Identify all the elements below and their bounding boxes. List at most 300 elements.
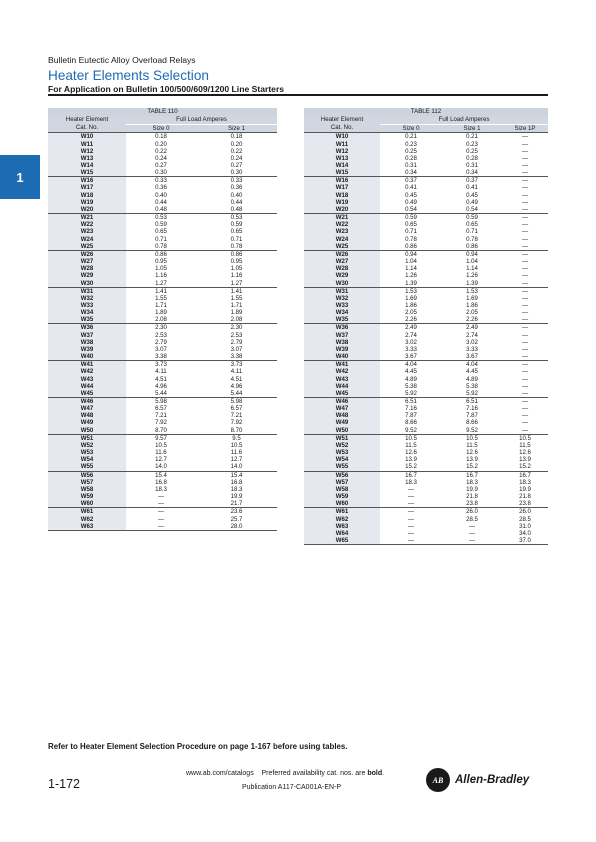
amperes-cell: 4.96 bbox=[155, 382, 167, 390]
amperes-cell: 0.78 bbox=[405, 235, 417, 243]
amperes-cell: 0.94 bbox=[442, 250, 502, 258]
col-header-cat-top: Heater Element bbox=[304, 116, 380, 124]
amperes-cell: 0.45 bbox=[405, 191, 417, 199]
amperes-cell: 11.5 bbox=[466, 441, 478, 449]
cat-no-cell: W59 bbox=[48, 493, 126, 500]
amperes-cell: 4.04 bbox=[442, 361, 502, 369]
cat-no-cell: W53 bbox=[48, 449, 126, 456]
amperes-cell: — bbox=[502, 287, 548, 295]
amperes-cell: — bbox=[521, 412, 529, 420]
table-row bbox=[48, 434, 277, 442]
amperes-cell: 7.92 bbox=[230, 419, 243, 427]
table-row bbox=[48, 221, 277, 228]
table-row bbox=[304, 434, 548, 442]
amperes-cell: 0.78 bbox=[155, 242, 167, 250]
cat-no-cell: W16 bbox=[304, 177, 380, 185]
table-row bbox=[48, 155, 277, 162]
amperes-cell: 0.59 bbox=[380, 214, 442, 222]
amperes-cell: 0.59 bbox=[155, 221, 167, 229]
cat-no-cell: W63 bbox=[48, 523, 126, 531]
amperes-cell: 12.6 bbox=[519, 449, 531, 457]
cat-no-cell: W36 bbox=[304, 324, 380, 332]
amperes-cell: — bbox=[521, 133, 529, 141]
col-header-cat-bottom: Cat. No. bbox=[48, 124, 126, 133]
table-row bbox=[48, 148, 277, 155]
amperes-cell: 9.52 bbox=[466, 426, 478, 434]
ab-seal-icon: AB bbox=[426, 768, 450, 792]
amperes-cell: — bbox=[521, 301, 529, 309]
amperes-cell: 3.73 bbox=[126, 361, 196, 369]
table-row bbox=[304, 192, 548, 199]
table-row bbox=[48, 368, 277, 375]
amperes-cell: — bbox=[521, 221, 529, 229]
cat-no-cell: W25 bbox=[48, 243, 126, 251]
table-row bbox=[48, 405, 277, 412]
amperes-cell: 14.0 bbox=[230, 463, 243, 471]
cat-no-cell: W36 bbox=[48, 324, 126, 332]
cat-no-cell: W35 bbox=[304, 316, 380, 324]
amperes-cell: 1.89 bbox=[155, 309, 167, 317]
amperes-cell: — bbox=[157, 500, 165, 508]
cat-no-cell: W49 bbox=[48, 419, 126, 426]
table-row bbox=[304, 456, 548, 463]
cat-no-cell: W51 bbox=[304, 434, 380, 442]
amperes-cell: 31.0 bbox=[519, 522, 531, 530]
amperes-cell: — bbox=[157, 493, 165, 501]
amperes-cell: 3.67 bbox=[466, 353, 478, 361]
page-title: Heater Elements Selection bbox=[48, 68, 209, 83]
table-row bbox=[304, 302, 548, 309]
amperes-cell: 0.23 bbox=[405, 140, 417, 148]
table-row bbox=[48, 398, 277, 406]
table-row bbox=[304, 516, 548, 523]
amperes-cell: 5.98 bbox=[196, 398, 277, 406]
cat-no-cell: W10 bbox=[48, 133, 126, 141]
cat-no-cell: W24 bbox=[48, 236, 126, 243]
amperes-cell: 28.5 bbox=[519, 515, 531, 523]
amperes-cell: 37.0 bbox=[502, 537, 548, 545]
amperes-cell: — bbox=[521, 338, 529, 346]
amperes-cell: 4.45 bbox=[405, 368, 417, 376]
amperes-cell: 1.41 bbox=[126, 287, 196, 295]
amperes-cell: 0.21 bbox=[466, 133, 478, 141]
table-row bbox=[48, 228, 277, 235]
table-row bbox=[48, 442, 277, 449]
amperes-cell: — bbox=[521, 242, 529, 250]
amperes-cell: 7.87 bbox=[466, 412, 478, 420]
col-header-cat-top: Heater Element bbox=[48, 116, 126, 124]
amperes-cell: 13.9 bbox=[405, 456, 417, 464]
amperes-cell: 0.65 bbox=[466, 221, 478, 229]
cat-no-cell: W46 bbox=[304, 398, 380, 406]
amperes-cell: 10.5 bbox=[502, 434, 548, 442]
cat-no-cell: W11 bbox=[304, 141, 380, 148]
cat-no-cell: W25 bbox=[304, 243, 380, 251]
cat-no-cell: W61 bbox=[48, 508, 126, 516]
amperes-cell: 0.36 bbox=[230, 184, 243, 192]
table-row bbox=[304, 214, 548, 222]
amperes-cell: 5.44 bbox=[155, 389, 167, 397]
table-row bbox=[304, 206, 548, 214]
table-row bbox=[304, 479, 548, 486]
table-row bbox=[304, 361, 548, 369]
amperes-cell: 0.71 bbox=[466, 228, 478, 236]
amperes-cell: 6.51 bbox=[380, 398, 442, 406]
cat-no-cell: W18 bbox=[48, 192, 126, 199]
amperes-cell: 12.6 bbox=[466, 449, 478, 457]
table-row bbox=[48, 376, 277, 383]
fla-header: Full Load Amperes bbox=[380, 116, 548, 124]
cat-no-cell: W56 bbox=[48, 471, 126, 479]
amperes-cell: — bbox=[502, 214, 548, 222]
amperes-cell: 3.38 bbox=[230, 353, 243, 361]
amperes-cell: 2.08 bbox=[155, 316, 167, 324]
table-row bbox=[304, 272, 548, 279]
amperes-cell: 5.44 bbox=[230, 389, 243, 397]
cat-no-cell: W34 bbox=[304, 309, 380, 316]
amperes-cell: 2.30 bbox=[196, 324, 277, 332]
amperes-cell: 7.16 bbox=[466, 405, 478, 413]
cat-no-cell: W61 bbox=[304, 508, 380, 516]
amperes-cell: — bbox=[521, 294, 529, 302]
amperes-cell: 16.8 bbox=[230, 478, 243, 486]
cat-no-cell: W54 bbox=[48, 456, 126, 463]
amperes-cell: — bbox=[521, 405, 529, 413]
table-row bbox=[48, 192, 277, 199]
cat-no-cell: W19 bbox=[304, 199, 380, 206]
amperes-cell: 3.33 bbox=[466, 345, 478, 353]
amperes-cell: 1.04 bbox=[466, 258, 478, 266]
amperes-cell: — bbox=[521, 345, 529, 353]
table-row bbox=[304, 155, 548, 162]
amperes-cell: 19.9 bbox=[466, 485, 478, 493]
amperes-cell: 1.26 bbox=[405, 272, 417, 280]
amperes-cell: 16.7 bbox=[502, 471, 548, 479]
cat-no-cell: W43 bbox=[48, 376, 126, 383]
amperes-cell: 0.86 bbox=[126, 250, 196, 258]
size-header: Size 1P bbox=[502, 124, 548, 133]
amperes-cell: — bbox=[407, 500, 415, 508]
amperes-cell: 23.8 bbox=[466, 500, 478, 508]
amperes-cell: 8.70 bbox=[155, 426, 167, 434]
amperes-cell: 2.26 bbox=[466, 316, 478, 324]
cat-no-cell: W47 bbox=[48, 405, 126, 412]
size-header: Size 0 bbox=[126, 124, 196, 133]
amperes-cell: 0.23 bbox=[466, 140, 478, 148]
table-row bbox=[48, 287, 277, 295]
publication-number: Publication A117-CA001A-EN-P bbox=[242, 784, 342, 791]
table-112 bbox=[304, 108, 548, 545]
amperes-cell: 7.87 bbox=[405, 412, 417, 420]
amperes-cell: 23.8 bbox=[519, 500, 531, 508]
cat-no-cell: W41 bbox=[48, 361, 126, 369]
amperes-cell: 26.0 bbox=[502, 508, 548, 516]
amperes-cell: — bbox=[521, 198, 529, 206]
cat-no-cell: W55 bbox=[48, 463, 126, 471]
amperes-cell: 1.71 bbox=[155, 301, 167, 309]
amperes-cell: 2.79 bbox=[155, 338, 167, 346]
amperes-cell: 0.44 bbox=[155, 198, 167, 206]
amperes-cell: 15.4 bbox=[126, 471, 196, 479]
amperes-cell: 1.69 bbox=[466, 294, 478, 302]
cat-no-cell: W53 bbox=[304, 449, 380, 456]
cat-no-cell: W22 bbox=[304, 221, 380, 228]
amperes-cell: 0.86 bbox=[466, 242, 478, 250]
amperes-cell: 16.7 bbox=[442, 471, 502, 479]
amperes-cell: 0.48 bbox=[230, 205, 243, 213]
amperes-cell: 15.4 bbox=[196, 471, 277, 479]
amperes-cell: 15.2 bbox=[519, 463, 531, 471]
amperes-cell: 0.27 bbox=[155, 162, 167, 170]
amperes-cell: — bbox=[521, 382, 529, 390]
amperes-cell: 0.36 bbox=[155, 184, 167, 192]
cat-no-cell: W39 bbox=[304, 346, 380, 353]
table-row bbox=[304, 412, 548, 419]
amperes-cell: 4.89 bbox=[405, 375, 417, 383]
amperes-cell: 0.34 bbox=[405, 169, 417, 177]
amperes-cell: — bbox=[502, 324, 548, 332]
cat-no-cell: W29 bbox=[48, 272, 126, 279]
amperes-cell: 0.24 bbox=[155, 154, 167, 162]
cat-no-cell: W44 bbox=[304, 383, 380, 390]
table-row bbox=[48, 258, 277, 265]
amperes-cell: 5.98 bbox=[126, 398, 196, 406]
table-row bbox=[304, 332, 548, 339]
table-row bbox=[48, 324, 277, 332]
cat-no-cell: W54 bbox=[304, 456, 380, 463]
amperes-cell: 0.20 bbox=[155, 140, 167, 148]
table-row bbox=[304, 265, 548, 272]
amperes-cell: 12.7 bbox=[230, 456, 243, 464]
amperes-cell: 2.08 bbox=[230, 316, 243, 324]
table-row bbox=[304, 258, 548, 265]
amperes-cell: 3.67 bbox=[405, 353, 417, 361]
amperes-cell: 0.22 bbox=[230, 147, 243, 155]
cat-no-cell: W37 bbox=[304, 332, 380, 339]
table-row bbox=[48, 316, 277, 324]
page-number: 1-172 bbox=[48, 777, 80, 791]
cat-no-cell: W32 bbox=[48, 295, 126, 302]
cat-no-cell: W23 bbox=[48, 228, 126, 235]
cat-no-cell: W45 bbox=[304, 390, 380, 398]
amperes-cell: 1.55 bbox=[230, 294, 243, 302]
amperes-cell: 3.02 bbox=[466, 338, 478, 346]
amperes-cell: 0.18 bbox=[155, 133, 167, 141]
table-row bbox=[304, 508, 548, 516]
fla-header: Full Load Amperes bbox=[126, 116, 277, 124]
amperes-cell: — bbox=[521, 353, 529, 361]
amperes-cell: 0.59 bbox=[230, 221, 243, 229]
amperes-cell: — bbox=[468, 529, 476, 537]
amperes-cell: 5.38 bbox=[405, 382, 417, 390]
amperes-cell: — bbox=[521, 389, 529, 397]
amperes-cell: — bbox=[521, 426, 529, 434]
cat-no-cell: W14 bbox=[48, 162, 126, 169]
table-row bbox=[48, 361, 277, 369]
cat-no-cell: W24 bbox=[304, 236, 380, 243]
amperes-cell: 28.5 bbox=[466, 515, 478, 523]
cat-no-cell: W33 bbox=[48, 302, 126, 309]
table-row bbox=[304, 537, 548, 545]
amperes-cell: 0.78 bbox=[466, 235, 478, 243]
amperes-cell: 11.5 bbox=[519, 441, 531, 449]
cat-no-cell: W42 bbox=[304, 368, 380, 375]
size-header: Size 1 bbox=[196, 124, 277, 133]
table-row bbox=[48, 169, 277, 177]
amperes-cell: 9.57 bbox=[126, 434, 196, 442]
amperes-cell: 3.07 bbox=[155, 345, 167, 353]
cat-no-cell: W42 bbox=[48, 368, 126, 375]
table-row bbox=[304, 236, 548, 243]
amperes-cell: 18.3 bbox=[230, 485, 243, 493]
amperes-cell: 0.49 bbox=[466, 198, 478, 206]
amperes-cell: — bbox=[521, 184, 529, 192]
cat-no-cell: W58 bbox=[48, 486, 126, 493]
amperes-cell: 0.20 bbox=[230, 140, 243, 148]
amperes-cell: — bbox=[521, 162, 529, 170]
cat-no-cell: W45 bbox=[48, 390, 126, 398]
amperes-cell: — bbox=[521, 265, 529, 273]
amperes-cell: 16.8 bbox=[155, 478, 167, 486]
amperes-cell: 11.5 bbox=[405, 441, 417, 449]
cat-no-cell: W33 bbox=[304, 302, 380, 309]
amperes-cell: — bbox=[521, 309, 529, 317]
cat-no-cell: W48 bbox=[48, 412, 126, 419]
amperes-cell: 4.96 bbox=[230, 382, 243, 390]
amperes-cell: 1.27 bbox=[155, 279, 167, 287]
table-row bbox=[304, 530, 548, 537]
amperes-cell: — bbox=[407, 515, 415, 523]
amperes-cell: 0.40 bbox=[155, 191, 167, 199]
amperes-cell: 7.16 bbox=[405, 405, 417, 413]
amperes-cell: 0.34 bbox=[466, 169, 478, 177]
table-row bbox=[304, 449, 548, 456]
cat-no-cell: W32 bbox=[304, 295, 380, 302]
cat-no-cell: W14 bbox=[304, 162, 380, 169]
cat-no-cell: W39 bbox=[48, 346, 126, 353]
amperes-cell: — bbox=[442, 537, 502, 545]
amperes-cell: 0.41 bbox=[466, 184, 478, 192]
amperes-cell: 0.37 bbox=[442, 177, 502, 185]
table-row bbox=[48, 250, 277, 258]
amperes-cell: — bbox=[521, 272, 529, 280]
amperes-cell: 0.31 bbox=[405, 162, 417, 170]
cat-no-cell: W26 bbox=[48, 250, 126, 258]
table-row bbox=[304, 353, 548, 361]
table-row bbox=[48, 383, 277, 390]
table-row bbox=[48, 427, 277, 435]
table-row bbox=[48, 265, 277, 272]
amperes-cell: 0.33 bbox=[196, 177, 277, 185]
amperes-cell: 0.65 bbox=[155, 228, 167, 236]
amperes-cell: 19.9 bbox=[230, 493, 243, 501]
amperes-cell: — bbox=[521, 191, 529, 199]
amperes-cell: 0.94 bbox=[380, 250, 442, 258]
amperes-cell: 2.26 bbox=[405, 316, 417, 324]
table-row bbox=[304, 162, 548, 169]
table-title: TABLE 112 bbox=[304, 108, 548, 116]
amperes-cell: 7.21 bbox=[230, 412, 243, 420]
amperes-cell: — bbox=[380, 537, 442, 545]
cat-no-cell: W28 bbox=[48, 265, 126, 272]
amperes-cell: 6.51 bbox=[442, 398, 502, 406]
amperes-cell: 0.44 bbox=[230, 198, 243, 206]
cat-no-cell: W50 bbox=[304, 427, 380, 435]
cat-no-cell: W43 bbox=[304, 376, 380, 383]
cat-no-cell: W57 bbox=[48, 479, 126, 486]
amperes-cell: — bbox=[521, 147, 529, 155]
cat-no-cell: W20 bbox=[48, 206, 126, 214]
amperes-cell: — bbox=[521, 316, 529, 324]
table-row bbox=[304, 339, 548, 346]
amperes-cell: — bbox=[502, 177, 548, 185]
amperes-cell: 1.26 bbox=[466, 272, 478, 280]
amperes-cell: — bbox=[521, 279, 529, 287]
header-rule bbox=[48, 94, 548, 96]
table-row bbox=[304, 398, 548, 406]
cat-no-cell: W38 bbox=[48, 339, 126, 346]
table-title: TABLE 110 bbox=[48, 108, 277, 116]
amperes-cell: — bbox=[468, 522, 476, 530]
cat-no-cell: W18 bbox=[304, 192, 380, 199]
table-row bbox=[48, 523, 277, 531]
amperes-cell: 16.7 bbox=[380, 471, 442, 479]
amperes-cell: 1.53 bbox=[380, 287, 442, 295]
amperes-cell: 18.3 bbox=[466, 478, 478, 486]
amperes-cell: — bbox=[502, 361, 548, 369]
amperes-cell: 8.66 bbox=[405, 419, 417, 427]
cat-no-cell: W62 bbox=[48, 516, 126, 523]
amperes-cell: 23.6 bbox=[196, 508, 277, 516]
table-row bbox=[304, 442, 548, 449]
table-row bbox=[48, 486, 277, 493]
cat-no-cell: W17 bbox=[304, 184, 380, 191]
amperes-cell: — bbox=[521, 235, 529, 243]
table-row bbox=[48, 295, 277, 302]
cat-no-cell: W11 bbox=[48, 141, 126, 148]
cat-no-cell: W40 bbox=[48, 353, 126, 361]
table-row bbox=[48, 302, 277, 309]
table-row bbox=[304, 133, 548, 141]
amperes-cell: 0.95 bbox=[230, 258, 243, 266]
amperes-cell: 1.55 bbox=[155, 294, 167, 302]
amperes-cell: 3.38 bbox=[155, 353, 167, 361]
table-row bbox=[304, 500, 548, 508]
cat-no-cell: W37 bbox=[48, 332, 126, 339]
amperes-cell: 26.0 bbox=[442, 508, 502, 516]
table-row bbox=[304, 427, 548, 435]
table-row bbox=[48, 339, 277, 346]
amperes-cell: 0.21 bbox=[405, 133, 417, 141]
cat-no-cell: W19 bbox=[48, 199, 126, 206]
amperes-cell: 1.41 bbox=[196, 287, 277, 295]
table-row bbox=[48, 309, 277, 316]
amperes-cell: 1.89 bbox=[230, 309, 243, 317]
amperes-cell: 0.18 bbox=[230, 133, 243, 141]
cat-no-cell: W31 bbox=[48, 287, 126, 295]
table-row bbox=[48, 493, 277, 500]
amperes-cell: 3.07 bbox=[230, 345, 243, 353]
amperes-cell: 10.5 bbox=[230, 441, 243, 449]
table-row bbox=[48, 346, 277, 353]
allen-bradley-logo bbox=[426, 768, 529, 792]
catalog-url[interactable]: www.ab.com/catalogs bbox=[186, 770, 254, 777]
amperes-cell: 15.2 bbox=[405, 463, 417, 471]
amperes-cell: 4.51 bbox=[230, 375, 243, 383]
amperes-cell: 0.45 bbox=[466, 191, 478, 199]
cat-no-cell: W12 bbox=[304, 148, 380, 155]
usage-note: Refer to Heater Element Selection Procedure on page 1-167 before using tables. bbox=[48, 742, 348, 751]
